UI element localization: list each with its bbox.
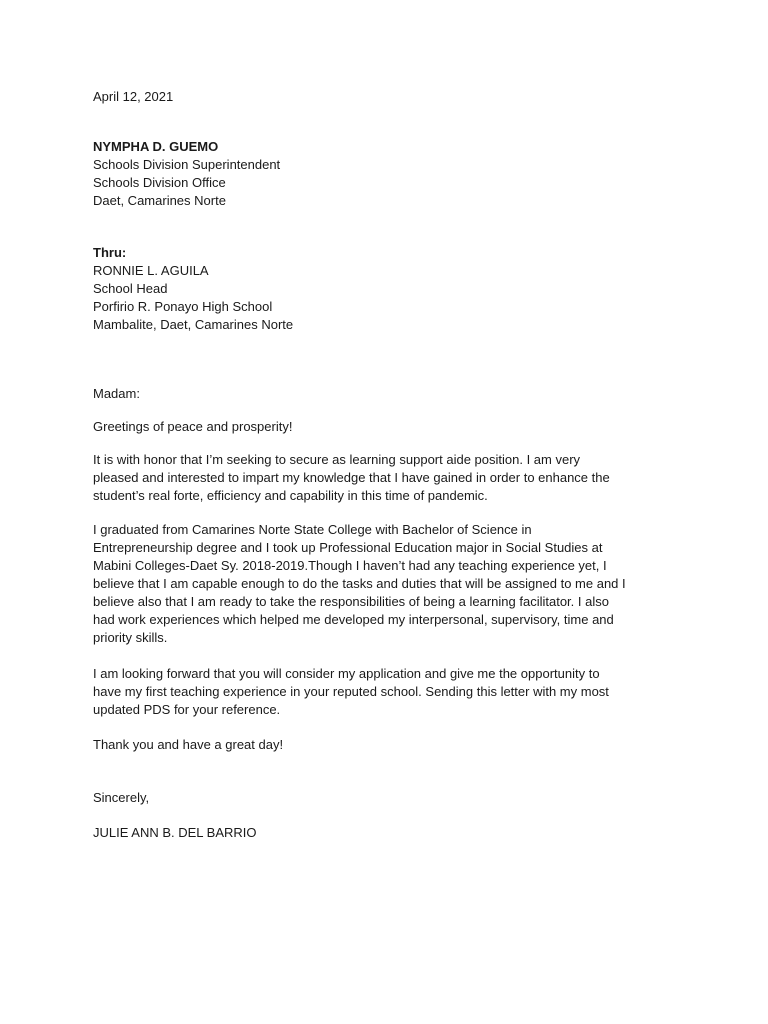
paragraph-line: priority skills. xyxy=(93,630,168,645)
thru-block xyxy=(93,244,672,334)
thru-line: School Head xyxy=(93,281,168,296)
paragraph-line: Entrepreneurship degree and I took up Professional Education major in Social Studies at xyxy=(93,540,603,555)
body-paragraph-1 xyxy=(93,451,672,505)
recipient-line: Schools Division Office xyxy=(93,175,226,190)
paragraph-line: Mabini Colleges-Daet Sy. 2018-2019.Though I haven’t had any teaching experience yet, I xyxy=(93,558,607,573)
paragraph-line: believe that I am capable enough to do the tasks and duties that will be assigned to me and I xyxy=(93,576,626,591)
paragraph-line: student’s real forte, efficiency and capability in this time of pandemic. xyxy=(93,488,488,503)
salutation-text: Madam: xyxy=(93,386,140,401)
signature xyxy=(93,824,672,842)
recipient-line: Daet, Camarines Norte xyxy=(93,193,226,208)
paragraph-line: had work experiences which helped me developed my interpersonal, supervisory, time and xyxy=(93,612,614,627)
recipient-name: NYMPHA D. GUEMO xyxy=(93,139,219,154)
paragraph-line: updated PDS for your reference. xyxy=(93,702,281,717)
date-text: April 12, 2021 xyxy=(93,89,174,104)
thanks-text: Thank you and have a great day! xyxy=(93,737,284,752)
closing xyxy=(93,789,672,807)
body-paragraph-3 xyxy=(93,665,672,719)
salutation xyxy=(93,385,672,403)
paragraph-line: I am looking forward that you will consider my application and give me the opportunity to xyxy=(93,666,600,681)
thru-line: RONNIE L. AGUILA xyxy=(93,263,209,278)
letter-date xyxy=(93,88,672,106)
recipient-line: Schools Division Superintendent xyxy=(93,157,281,172)
paragraph-line: have my first teaching experience in your reputed school. Sending this letter with my most xyxy=(93,684,609,699)
body-paragraph-2 xyxy=(93,521,672,647)
signature-name: JULIE ANN B. DEL BARRIO xyxy=(93,825,257,840)
greeting-text: Greetings of peace and prosperity! xyxy=(93,419,293,434)
closing-text: Sincerely, xyxy=(93,790,150,805)
paragraph-line: I graduated from Camarines Norte State College with Bachelor of Science in xyxy=(93,522,532,537)
greeting xyxy=(93,418,672,436)
recipient-block xyxy=(93,138,672,210)
thru-line: Porfirio R. Ponayo High School xyxy=(93,299,273,314)
thru-line: Mambalite, Daet, Camarines Norte xyxy=(93,317,294,332)
thanks-line xyxy=(93,736,672,754)
paragraph-line: pleased and interested to impart my knowledge that I have gained in order to enhance the xyxy=(93,470,610,485)
thru-label: Thru: xyxy=(93,245,127,260)
paragraph-line: It is with honor that I’m seeking to secure as learning support aide position. I am very xyxy=(93,452,581,467)
paragraph-line: believe also that I am ready to take the responsibilities of being a learning facilitator. I also xyxy=(93,594,609,609)
